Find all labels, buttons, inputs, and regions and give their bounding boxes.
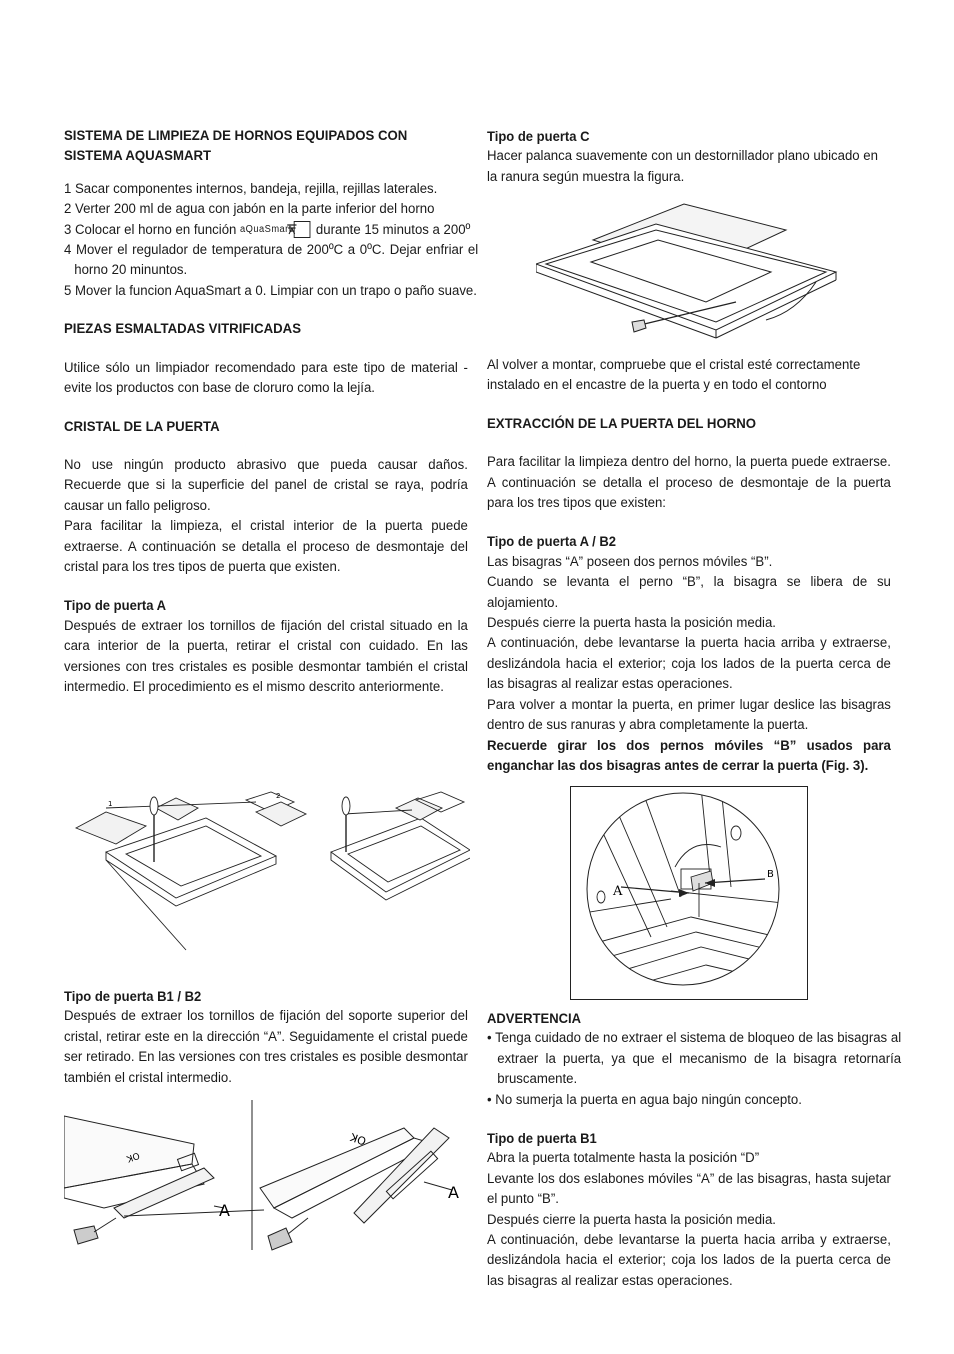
left-column-bottom bbox=[64, 986, 468, 1088]
door-b1-line-2: Levante los dos eslabones móviles “A” de las bisagras, hasta sujetar el punto “B”. bbox=[487, 1170, 891, 1208]
door-c-figure bbox=[536, 202, 841, 342]
aquasmart-step-1: 1 Sacar componentes internos, bandeja, rejilla, rejillas laterales. bbox=[64, 180, 438, 197]
door-b-text: Después de extraer los tornillos de fijación del soporte superior del cristal, retirar este en la dirección “A”. Seguidamente el cristal puede ser retirado. En las versiones con tres cristales es posible desmontar también el cristal intermedio. bbox=[64, 1008, 468, 1086]
glass-text-1: No use ningún producto abrasivo que pueda causar daños. Recuerde que si la superficie del panel de cristal se raya, podría causar un fallo peligroso. bbox=[64, 456, 468, 514]
right-column-mid bbox=[487, 355, 891, 776]
ok-label-right: OK bbox=[348, 1130, 369, 1148]
door-c-title: Tipo de puerta C bbox=[487, 128, 590, 144]
glass-text-2: Para facilitar la limpieza, el cristal interior de la puerta puede extraerse. A continuación se detalla el proceso de desmontaje del cristal para los tres tipos de puerta que existen. bbox=[64, 518, 468, 575]
door-removal-title: EXTRACCIÓN DE LA PUERTA DEL HORNO bbox=[487, 415, 757, 432]
figure-number-1: 1 bbox=[108, 800, 113, 808]
door-ab-warning: Recuerde girar los dos pernos móviles “B” usados para enganchar las dos bisagras antes de cerrar la puerta (Fig. 3). bbox=[487, 737, 891, 774]
b1-label-a-right: A bbox=[448, 1183, 459, 1202]
b1-label-a-left: A bbox=[219, 1201, 230, 1220]
ok-label-left: OK bbox=[125, 1149, 141, 1164]
hinge-label-a: A bbox=[613, 884, 623, 899]
aquasmart-step-5: 5 Mover la funcion AquaSmart a 0. Limpiar con un trapo o paño suave. bbox=[64, 282, 477, 299]
aquasmart-title: SISTEMA DE LIMPIEZA DE HORNOS EQUIPADOS CON SISTEMA AQUASMART bbox=[64, 128, 408, 165]
door-a-figure bbox=[66, 790, 470, 960]
glass-title: CRISTAL DE LA PUERTA bbox=[64, 418, 220, 435]
aquasmart-logo: aQuaSmart bbox=[240, 223, 292, 235]
figure-number-2: 2 bbox=[276, 792, 281, 800]
door-ab-line-1: Las bisagras “A” poseen dos pernos móviles “B”. bbox=[487, 553, 773, 570]
door-c-text: Hacer palanca suavemente con un destornillador plano ubicado en la ranura según muestra la figura. bbox=[487, 148, 878, 185]
warning-title: ADVERTENCIA bbox=[487, 1010, 582, 1026]
door-ab-line-4: A continuación, debe levantarse la puerta hacia arriba y extraerse, deslizándola hacia el exterior; coja los lados de la puerta cerca de las bisagras al realizar estas operaciones. bbox=[487, 635, 891, 693]
aquasmart-step-4: 4 Mover el regulador de temperatura de 200ºC a 0ºC. Dejar enfriar el horno 20 minuntos. bbox=[64, 242, 479, 279]
door-ab-line-2: Cuando se levanta el perno “B”, la bisagra se libera de su alojamiento. bbox=[487, 574, 891, 611]
enamel-title: PIEZAS ESMALTADAS VITRIFICADAS bbox=[64, 321, 302, 338]
door-b-title: Tipo de puerta B1 / B2 bbox=[64, 988, 202, 1004]
hinge-figure bbox=[570, 786, 808, 1000]
door-b1-title: Tipo de puerta B1 bbox=[487, 1130, 597, 1147]
hinge-label-b: B bbox=[767, 869, 774, 880]
door-a-title: Tipo de puerta A bbox=[64, 597, 167, 614]
enamel-text: Utilice sólo un limpiador recomendado para este tipo de material - evite los productos con base de cloruro como la lejía. bbox=[64, 359, 468, 397]
aquasmart-function-icon bbox=[294, 221, 311, 238]
warning-item-1: • Tenga cuidado de no extraer el sistema de bloqueo de las bisagras al extraer la puerta, ya que el mecanismo de la bisagra retornaría bruscamente. bbox=[487, 1030, 902, 1088]
door-removal-text: Para facilitar la limpieza dentro del horno, la puerta puede extraerse. A continuación se detalla el proceso de desmontaje de la puerta para los tres tipos que existen: bbox=[487, 454, 891, 512]
door-ab-line-3: Después cierre la puerta hasta la posición media. bbox=[487, 615, 776, 632]
door-c-after: Al volver a montar, compruebe que el cristal esté correctamente instalado en el encastre de la puerta y en todo el contorno bbox=[487, 357, 861, 394]
right-column-bottom bbox=[487, 1008, 902, 1291]
left-column bbox=[64, 126, 479, 697]
door-ab-line-5: Para volver a montar la puerta, en primer lugar deslice las bisagras dentro de sus ranuras y abra completamente la puerta. bbox=[487, 696, 891, 734]
door-b1-line-3: Después cierre la puerta hasta la posición media. bbox=[487, 1211, 776, 1228]
aquasmart-step-2: 2 Verter 200 ml de agua con jabón en la parte inferior del horno bbox=[64, 201, 435, 218]
warning-item-2: • No sumerja la puerta en agua bajo ningún concepto. bbox=[487, 1091, 802, 1108]
door-ab-title: Tipo de puerta A / B2 bbox=[487, 533, 617, 550]
right-column bbox=[487, 126, 891, 187]
aquasmart-step-3: 3 Colocar el horno en función aQuaSmart durante 15 minutos a 200º bbox=[64, 221, 471, 238]
door-b1-line-4: A continuación, debe levantarse la puerta hacia arriba y extraerse, deslizándola hacia el exterior; coja los lados de la puerta cerca de las bisagras al realizar estas operaciones. bbox=[487, 1232, 891, 1289]
door-a-text: Después de extraer los tornillos de fijación del cristal situado en la cara interior de la puerta, retirar el cristal con cuidado. En las versiones con tres cristales es posible desmontar también el cristal intermedio. El procedimiento es el mismo descrito anteriormente. bbox=[64, 617, 468, 695]
door-b-figure bbox=[64, 1098, 474, 1278]
door-b1-line-1: Abra la puerta totalmente hasta la posición “D” bbox=[487, 1150, 760, 1167]
